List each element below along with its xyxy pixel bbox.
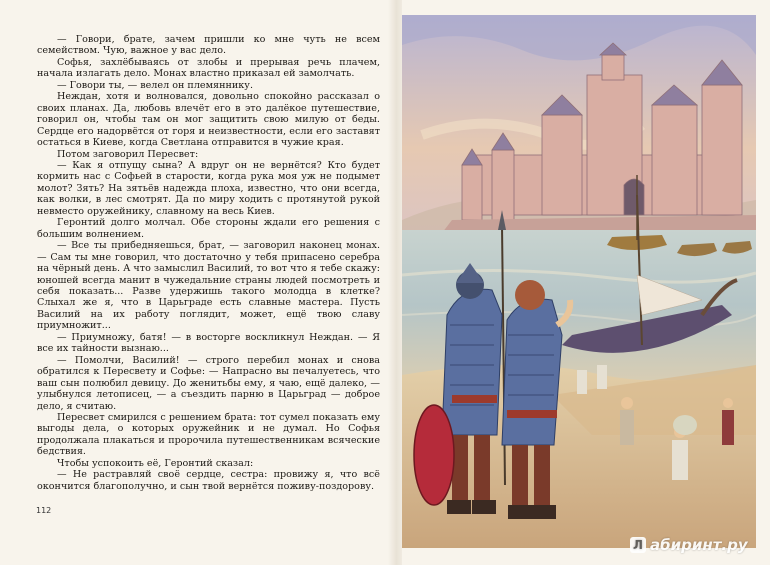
paragraph: Геронтий долго молчал. Обе стороны ждали его решения с большим волнением. [37, 217, 380, 240]
watermark-logo-icon: Л [630, 537, 646, 553]
paragraph: — Не растравляй своё сердце, сестра: провижу я, что всё окончится благополучно, и сын твой вернётся поживу-поздорову. [37, 469, 380, 492]
labirint-watermark [630, 536, 748, 554]
paragraph: — Все ты прибедняешься, брат, — заговорил наконец монах. — Сам ты мне говорил, что достаточно у тебя припасено серебра на чёрный день. А что замыслил Василий, то вот что я тебе скажу: юношей всегда манит в чужедальние страны людей посмотреть и себя показать... Разве удержишь такого молодца в клетке? Слыхал же я, что в Царьграде есть славные мастера. Пусть Василий на их работу поглядит, может, ещё твою славу приумножит... [37, 240, 380, 332]
paragraph: — Приумножу, батя! — в восторге воскликнул Неждан. — Я все их тайности вызнаю... [37, 331, 380, 355]
paragraph: Потом заговорил Пересвет: [57, 148, 199, 160]
page-number: 112 [36, 506, 52, 515]
paragraph: — Говори ты, — велел он племяннику. [57, 79, 253, 91]
paragraph: Пересвет смирился с решением брата: тот сумел показать ему выгоды дела, о которых оружейник и не думал. Но Софья продолжала плакаться и пророчила путешественникам всяческие бедствия. [37, 411, 380, 458]
book-spine [388, 0, 402, 565]
paragraph: — Как я отпущу сына? А вдруг он не вернётся? Кто будет кормить нас с Софьей в старости, когда рука моя уж не подымет молот? Зять? На зятьёв надежда плоха, известно, что они всегда, как волки, в лес смотрят. Да по миру ходить с протянутой рукой невместо оружейнику, славному на весь Киев. [37, 159, 380, 217]
paragraph: — Помолчи, Василий! — строго перебил монах и снова обратился к Пересвету и Софье: — Напрасно вы печалуетесь, что ваш сын полюбил девицу. До женитьбы ему, я чаю, ещё далеко, — улыбнулся летописец, — а съездить парню в Царьград — доброе дело, я считаю. [37, 354, 380, 412]
paragraph: Софья, захлёбываясь от злобы и прерывая речь плачем, начала излагать дело. Монах властно приказал ей замолчать. [37, 56, 380, 80]
illustration [402, 15, 756, 548]
paragraph: Чтобы успокоить её, Геронтий сказал: [57, 457, 254, 469]
paragraph: Неждан, хотя и волновался, довольно спокойно рассказал о своих планах. Да, любовь влечёт его в это далёкое путешествие, говорил он, чтобы там он мог защитить свою милую от беды. Сердце его надорвётся от горя и неизвестности, если его заставят остаться в Киеве, когда Светлана отправится в чужие края. [37, 91, 380, 149]
text-column [37, 34, 380, 492]
watermark-text: абиринт.ру [650, 536, 748, 554]
paragraph: — Говори, брате, зачем пришли ко мне чуть не всем семейством. Чую, важное у вас дело. [37, 34, 380, 57]
